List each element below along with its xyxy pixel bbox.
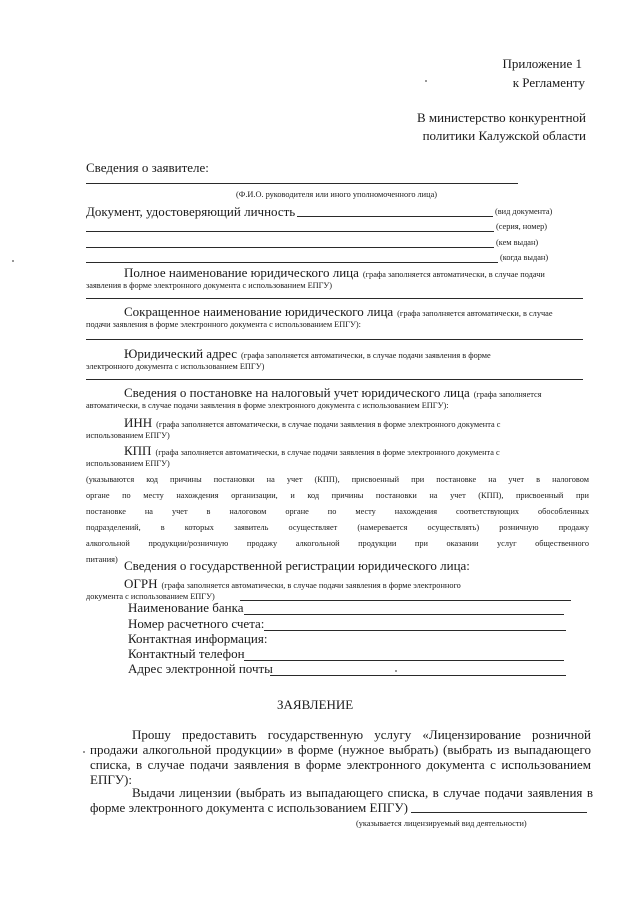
short-name-field[interactable] [86,339,583,340]
id-doc-issuer-caption: (кем выдан) [496,238,539,247]
license-line-2: форме электронного документа с использованием ЕПГУ) [90,800,408,815]
bank-label: Наименование банка [128,600,244,615]
ogrn-label: ОГРН [124,576,158,591]
kpp-note: (графа заполняется автоматически, в случае подачи заявления в форме электронного документа с [155,448,500,457]
full-name-row [124,264,545,282]
contact-info-label: Контактная информация: [128,631,268,646]
legal-address-note-2: электронного документа с использованием ЕПГУ) [86,362,265,371]
tax-note: (графа заполняется [473,390,542,399]
short-name-note: (графа заполняется автоматически, в случае [397,309,553,318]
short-name-note-2: подачи заявления в форме электронного документа с использованием ЕПГУ): [86,320,361,329]
kpp-expl-line: (указываются код причины постановки на учет (КПП), присвоенный при постановке на учет в налоговом [86,475,589,484]
fio-field[interactable] [86,183,518,184]
inn-note-2: использованием ЕПГУ) [86,431,170,440]
license-line-1: Выдачи лицензии (выбрать из выпадающего списка, в случае подачи заявления в [132,785,593,800]
kpp-expl-line: постановке на учет в налоговом органе по месту нахождения соответствующих обособленных [86,507,589,516]
id-doc-series-field[interactable] [86,231,494,232]
tax-row [124,384,542,402]
account-label: Номер расчетного счета: [128,616,265,631]
phone-label: Контактный телефон [128,646,245,661]
kpp-row [124,442,500,460]
tax-label: Сведения о постановке на налоговый учет юридического лица [124,385,470,400]
legal-address-row [124,345,491,363]
id-doc-issuer-field[interactable] [86,247,494,248]
full-name-note-2: заявления в форме электронного документа с использованием ЕПГУ) [86,281,333,290]
appendix-regulation: к Регламенту [512,75,585,90]
kpp-expl-line: питания) [86,555,118,564]
request-line: продажи алкогольной продукции» в форме (нужное выбрать) (выбрать из выпадающего [90,742,591,757]
legal-address-label: Юридический адрес [124,346,238,361]
short-name-label: Сокращенное наименование юридического лица [124,304,394,319]
ogrn-note: (графа заполняется автоматически, в случае подачи заявления в форме электронного [161,581,461,590]
full-name-note: (графа заполняется автоматически, в случае подачи [362,270,545,279]
email-label: Адрес электронной почты [128,661,273,676]
addressee-line-2: политики Калужской области [422,128,586,143]
license-caption: (указывается лицензируемый вид деятельности) [356,819,527,828]
appendix-label: Приложение 1 [502,56,582,71]
id-doc-label: Документ, удостоверяющий личность [86,204,296,219]
legal-address-note: (графа заполняется автоматически, в случае подачи заявления в форме [241,351,491,360]
id-doc-date-field[interactable] [86,262,498,263]
request-line: списка, в случае подачи заявления в форме электронного документа с использованием [90,757,591,772]
id-doc-date-caption: (когда выдан) [500,253,549,262]
kpp-expl-line: органе по месту нахождения организации, и код причины постановки на учет (КПП), присвоенный при [86,491,589,500]
ogrn-row [124,575,461,593]
bank-field[interactable] [244,614,564,615]
account-field[interactable] [264,630,566,631]
kpp-label: КПП [124,443,152,458]
kpp-note-2: использованием ЕПГУ) [86,459,170,468]
full-name-label: Полное наименование юридического лица [124,265,359,280]
inn-label: ИНН [124,415,153,430]
statement-title: ЗАЯВЛЕНИЕ [277,697,354,712]
inn-row [124,414,500,432]
registration-title: Сведения о государственной регистрации юридического лица: [124,558,470,573]
id-doc-series-caption: (серия, номер) [496,222,548,231]
ogrn-field[interactable] [240,600,571,601]
phone-field[interactable] [244,660,564,661]
scan-speck [83,751,85,753]
applicant-title: Сведения о заявителе: [86,160,209,175]
short-name-row [124,303,553,321]
kpp-expl-line: алкогольной продукции/розничную продажу алкогольной продукции при оказании услуг общественного [86,539,589,548]
request-line: Прошу предоставить государственную услугу «Лицензирование розничной [132,727,591,742]
scan-speck [395,670,397,672]
addressee-line-1: В министерство конкурентной [416,110,586,125]
request-line-last: ЕПГУ): [90,772,132,787]
legal-address-field[interactable] [86,379,583,380]
scan-speck [12,260,14,262]
kpp-expl-line: подразделений, в которых заявитель осуществляет (намеревается осуществлять) розничную продажу [86,523,589,532]
scan-speck [425,80,427,82]
fio-caption: (Ф.И.О. руководителя или иного уполномоченного лица) [236,190,438,199]
id-doc-type-field[interactable] [297,216,493,217]
ogrn-note-2: документа с использованием ЕПГУ) [86,592,215,601]
full-name-field[interactable] [86,298,583,299]
id-doc-type-caption: (вид документа) [495,207,553,216]
email-field[interactable] [270,675,566,676]
inn-note: (графа заполняется автоматически, в случае подачи заявления в форме электронного документа с [156,420,501,429]
license-activity-field[interactable] [411,812,587,813]
tax-note-2: автоматически, в случае подачи заявления в форме электронного документа с использованием ЕПГУ): [86,401,449,410]
